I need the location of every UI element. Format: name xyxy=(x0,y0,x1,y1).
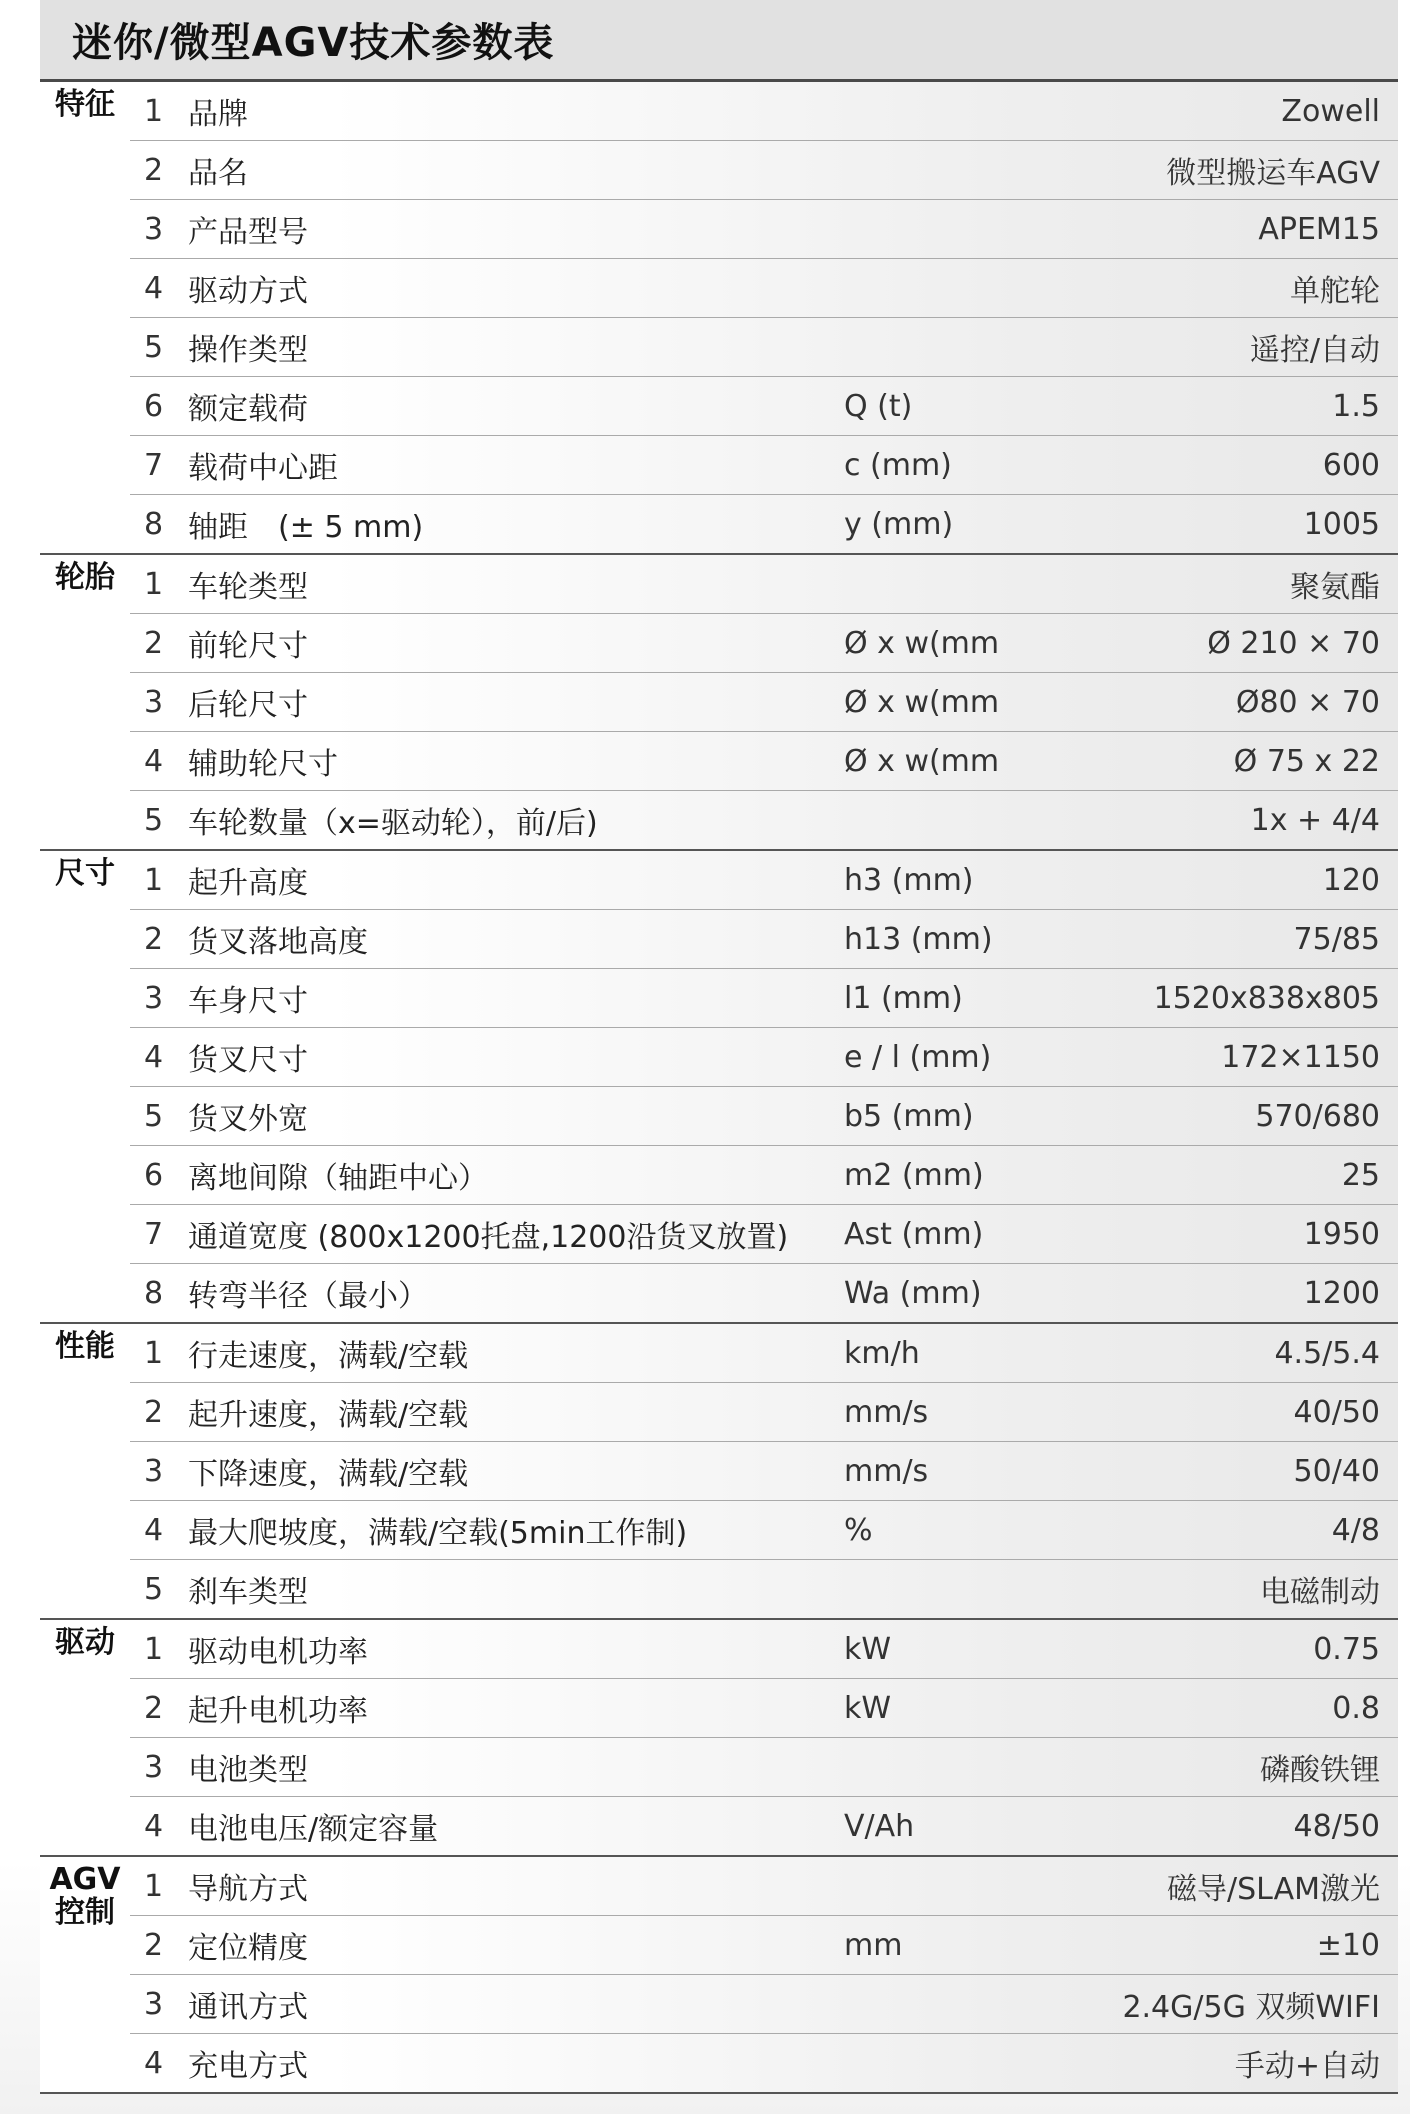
row-value: Ø 75 x 22 xyxy=(1233,743,1380,779)
row-label: 通讯方式 xyxy=(188,1990,308,2025)
row-label: 驱动电机功率 xyxy=(188,1635,368,1670)
row-label: 充电方式 xyxy=(188,2049,308,2084)
row-unit: mm xyxy=(844,1927,903,1963)
row-label: 起升高度 xyxy=(188,866,308,901)
table-row xyxy=(130,1146,1398,1205)
row-value: 570/680 xyxy=(1255,1098,1380,1134)
row-value: 48/50 xyxy=(1293,1808,1380,1844)
row-value: 1.5 xyxy=(1332,388,1380,424)
spec-table xyxy=(40,82,1398,2094)
row-label: 起升电机功率 xyxy=(188,1694,368,1729)
spec-section xyxy=(40,851,1398,1324)
table-row xyxy=(130,1975,1398,2034)
row-label: 车轮数量（x=驱动轮），前/后) xyxy=(188,806,598,841)
table-row xyxy=(130,1857,1398,1916)
row-label: 额定载荷 xyxy=(188,392,308,427)
row-unit: y (mm) xyxy=(844,506,954,542)
row-number: 4 xyxy=(144,270,164,306)
row-label: 车身尺寸 xyxy=(188,984,308,1019)
row-number: 1 xyxy=(144,862,164,898)
row-unit: kW xyxy=(844,1631,892,1667)
section-rows xyxy=(130,555,1398,849)
row-label: 定位精度 xyxy=(188,1931,308,1966)
table-row xyxy=(130,614,1398,673)
row-value: 磁导/SLAM激光 xyxy=(1167,1872,1380,1907)
row-value: 75/85 xyxy=(1293,921,1380,957)
row-value: Zowell xyxy=(1281,93,1380,129)
row-number: 4 xyxy=(144,1512,164,1548)
row-number: 2 xyxy=(144,1394,164,1430)
spec-section xyxy=(40,1857,1398,2094)
row-label: 通道宽度 (800x1200托盘,1200沿货叉放置) xyxy=(188,1220,789,1255)
row-value: 120 xyxy=(1322,862,1380,898)
row-unit: l1 (mm) xyxy=(844,980,963,1016)
table-row xyxy=(130,495,1398,553)
row-value: 微型搬运车AGV xyxy=(1166,156,1380,191)
row-unit: % xyxy=(844,1512,873,1548)
row-unit: Q (t) xyxy=(844,388,913,424)
row-unit: Wa (mm) xyxy=(844,1275,982,1311)
row-number: 3 xyxy=(144,684,164,720)
row-label: 导航方式 xyxy=(188,1872,308,1907)
row-number: 6 xyxy=(144,1157,164,1193)
row-number: 2 xyxy=(144,1927,164,1963)
row-label: 起升速度，满载/空载 xyxy=(188,1398,469,1433)
row-value: 1950 xyxy=(1303,1216,1380,1252)
row-unit: Ø x w(mm xyxy=(844,684,1000,720)
table-row xyxy=(130,673,1398,732)
spec-section xyxy=(40,1620,1398,1857)
row-unit: c (mm) xyxy=(844,447,952,483)
row-value: 600 xyxy=(1322,447,1380,483)
section-rows xyxy=(130,82,1398,553)
row-label: 载荷中心距 xyxy=(188,451,338,486)
row-number: 1 xyxy=(144,93,164,129)
table-row xyxy=(130,1738,1398,1797)
row-label: 刹车类型 xyxy=(188,1575,308,1610)
row-value: 1005 xyxy=(1303,506,1380,542)
table-row xyxy=(130,1679,1398,1738)
table-row xyxy=(130,141,1398,200)
row-label: 电池电压/额定容量 xyxy=(188,1812,439,1847)
row-label: 后轮尺寸 xyxy=(188,688,308,723)
table-row xyxy=(130,377,1398,436)
section-rows xyxy=(130,1857,1398,2092)
row-value: Ø 210 × 70 xyxy=(1207,625,1380,661)
row-number: 6 xyxy=(144,388,164,424)
row-value: 172×1150 xyxy=(1221,1039,1380,1075)
row-number: 7 xyxy=(144,447,164,483)
row-unit: mm/s xyxy=(844,1394,929,1430)
row-value: 25 xyxy=(1341,1157,1380,1193)
spec-section xyxy=(40,555,1398,851)
row-number: 8 xyxy=(144,1275,164,1311)
table-row xyxy=(130,1620,1398,1679)
row-unit: Ø x w(mm xyxy=(844,743,1000,779)
row-unit: b5 (mm) xyxy=(844,1098,974,1134)
row-value: APEM15 xyxy=(1258,211,1380,247)
row-label: 货叉落地高度 xyxy=(188,925,368,960)
row-number: 4 xyxy=(144,1808,164,1844)
row-value: Ø80 × 70 xyxy=(1235,684,1380,720)
section-label: 尺寸 xyxy=(40,851,130,1322)
row-value: 1200 xyxy=(1303,1275,1380,1311)
row-label: 前轮尺寸 xyxy=(188,629,308,664)
row-number: 4 xyxy=(144,1039,164,1075)
section-rows xyxy=(130,1620,1398,1855)
row-number: 2 xyxy=(144,921,164,957)
row-value: 0.75 xyxy=(1313,1631,1380,1667)
row-number: 2 xyxy=(144,1690,164,1726)
row-number: 5 xyxy=(144,802,164,838)
row-number: 5 xyxy=(144,1571,164,1607)
row-unit: e / l (mm) xyxy=(844,1039,992,1075)
section-label: 性能 xyxy=(40,1324,130,1618)
table-row xyxy=(130,2034,1398,2092)
table-row xyxy=(130,1797,1398,1855)
table-row xyxy=(130,969,1398,1028)
row-label: 品名 xyxy=(188,156,248,191)
row-number: 3 xyxy=(144,1986,164,2022)
row-number: 2 xyxy=(144,152,164,188)
row-value: 1520x838x805 xyxy=(1153,980,1380,1016)
row-label: 产品型号 xyxy=(188,215,308,250)
table-row xyxy=(130,1205,1398,1264)
row-label: 最大爬坡度，满载/空载(5min工作制) xyxy=(188,1516,688,1551)
table-row xyxy=(130,1916,1398,1975)
table-row xyxy=(130,436,1398,495)
row-number: 5 xyxy=(144,329,164,365)
row-label: 行走速度，满载/空载 xyxy=(188,1339,469,1374)
row-unit: mm/s xyxy=(844,1453,929,1489)
table-row xyxy=(130,851,1398,910)
row-value: 4/8 xyxy=(1331,1512,1380,1548)
table-row xyxy=(130,1383,1398,1442)
spec-section xyxy=(40,1324,1398,1620)
row-value: 手动+自动 xyxy=(1234,2049,1380,2084)
row-unit: Ø x w(mm xyxy=(844,625,1000,661)
row-unit: h3 (mm) xyxy=(844,862,974,898)
row-label: 转弯半径（最小） xyxy=(188,1279,428,1314)
row-number: 1 xyxy=(144,1335,164,1371)
row-value: 0.8 xyxy=(1332,1690,1380,1726)
row-value: 1x + 4/4 xyxy=(1250,802,1380,838)
row-number: 3 xyxy=(144,1453,164,1489)
row-unit: km/h xyxy=(844,1335,920,1371)
row-label: 货叉尺寸 xyxy=(188,1043,308,1078)
row-number: 8 xyxy=(144,506,164,542)
row-value: 磷酸铁锂 xyxy=(1260,1753,1380,1788)
table-row xyxy=(130,791,1398,849)
section-rows xyxy=(130,851,1398,1322)
row-unit: kW xyxy=(844,1690,892,1726)
table-row xyxy=(130,555,1398,614)
row-unit: Ast (mm) xyxy=(844,1216,984,1252)
row-value: 2.4G/5G 双频WIFI xyxy=(1122,1990,1380,2025)
section-rows xyxy=(130,1324,1398,1618)
row-number: 4 xyxy=(144,743,164,779)
section-label: 驱动 xyxy=(40,1620,130,1855)
row-unit: h13 (mm) xyxy=(844,921,993,957)
row-value: 遥控/自动 xyxy=(1249,333,1380,368)
row-label: 离地间隙（轴距中心） xyxy=(188,1161,488,1196)
row-number: 3 xyxy=(144,1749,164,1785)
row-value: 40/50 xyxy=(1293,1394,1380,1430)
row-label: 货叉外宽 xyxy=(188,1102,308,1137)
table-row xyxy=(130,1501,1398,1560)
section-label: AGV 控制 xyxy=(40,1857,130,2092)
row-number: 3 xyxy=(144,980,164,1016)
table-row xyxy=(130,200,1398,259)
table-row xyxy=(130,1264,1398,1322)
row-value: 电磁制动 xyxy=(1260,1575,1380,1610)
row-label: 操作类型 xyxy=(188,333,308,368)
row-label: 辅助轮尺寸 xyxy=(188,747,338,782)
row-value: 50/40 xyxy=(1293,1453,1380,1489)
page-title: 迷你/微型AGV技术参数表 xyxy=(72,20,555,66)
section-label: 特征 xyxy=(40,82,130,553)
row-unit: V/Ah xyxy=(844,1808,915,1844)
table-row xyxy=(130,1442,1398,1501)
table-row xyxy=(130,1087,1398,1146)
table-row xyxy=(130,910,1398,969)
row-label: 下降速度，满载/空载 xyxy=(188,1457,469,1492)
row-number: 5 xyxy=(144,1098,164,1134)
table-row xyxy=(130,1560,1398,1618)
row-value: 4.5/5.4 xyxy=(1274,1335,1380,1371)
table-row xyxy=(130,732,1398,791)
row-label: 电池类型 xyxy=(188,1753,308,1788)
row-number: 1 xyxy=(144,1868,164,1904)
table-row xyxy=(130,1324,1398,1383)
row-value: 聚氨酯 xyxy=(1290,570,1380,605)
row-label: 车轮类型 xyxy=(188,570,308,605)
row-number: 4 xyxy=(144,2045,164,2081)
row-label: 轴距 (± 5 mm) xyxy=(188,510,424,545)
row-value: 单舵轮 xyxy=(1290,274,1380,309)
row-number: 1 xyxy=(144,1631,164,1667)
spec-section xyxy=(40,82,1398,555)
row-label: 品牌 xyxy=(188,97,248,132)
row-unit: m2 (mm) xyxy=(844,1157,984,1193)
row-number: 2 xyxy=(144,625,164,661)
page-title-bar xyxy=(40,0,1398,82)
row-number: 1 xyxy=(144,566,164,602)
row-value: ±10 xyxy=(1316,1927,1380,1963)
table-row xyxy=(130,1028,1398,1087)
row-number: 7 xyxy=(144,1216,164,1252)
table-row xyxy=(130,259,1398,318)
row-label: 驱动方式 xyxy=(188,274,308,309)
section-label: 轮胎 xyxy=(40,555,130,849)
table-row xyxy=(130,318,1398,377)
table-row xyxy=(130,82,1398,141)
row-number: 3 xyxy=(144,211,164,247)
